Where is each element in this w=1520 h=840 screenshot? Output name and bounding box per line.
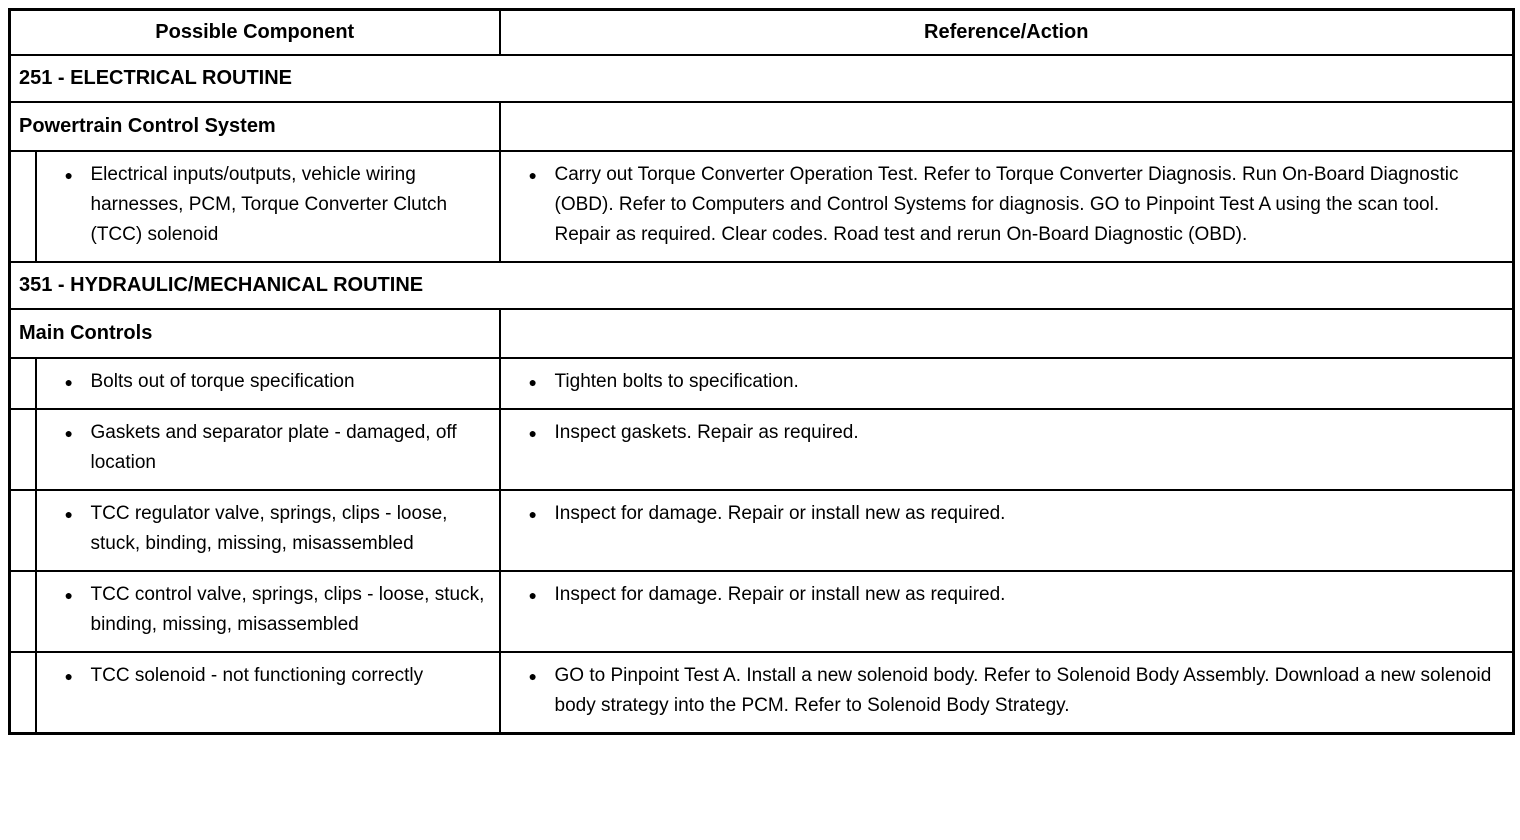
table-header-row bbox=[10, 10, 1514, 56]
action-text: Carry out Torque Converter Operation Test. Refer to Torque Converter Diagnosis. Run On-Board Diagnostic (OBD). Refer to Computers and Control Systems for diagnosis. GO to Pinpoint Test A using the scan tool. Repair as required. Clear codes. Road test and rerun On-Board Diagnostic (OBD). bbox=[554, 164, 1459, 245]
header-possible-component: Possible Component bbox=[10, 10, 500, 56]
table-row bbox=[10, 151, 1514, 262]
bullet-icon bbox=[529, 499, 555, 529]
component-cell bbox=[36, 151, 500, 262]
indent-cell bbox=[10, 571, 36, 652]
bullet-icon bbox=[65, 661, 91, 691]
action-cell bbox=[500, 151, 1514, 262]
bullet-icon bbox=[529, 160, 555, 250]
indent-cell bbox=[10, 490, 36, 571]
bullet-icon bbox=[65, 580, 91, 640]
bullet-icon bbox=[529, 418, 555, 448]
table-row bbox=[10, 490, 1514, 571]
bullet-icon bbox=[65, 367, 91, 397]
component-text: TCC control valve, springs, clips - loose, stuck, binding, missing, misassembled bbox=[90, 584, 485, 635]
subsection-row bbox=[10, 102, 1514, 151]
table-row bbox=[10, 652, 1514, 734]
component-text: Electrical inputs/outputs, vehicle wiring harnesses, PCM, Torque Converter Clutch (TCC) solenoid bbox=[90, 164, 448, 245]
indent-cell bbox=[10, 358, 36, 409]
action-cell bbox=[500, 571, 1514, 652]
action-text: Tighten bolts to specification. bbox=[554, 371, 799, 392]
component-cell bbox=[36, 358, 500, 409]
action-cell bbox=[500, 409, 1514, 490]
component-text: TCC regulator valve, springs, clips - loose, stuck, binding, missing, misassembled bbox=[90, 503, 448, 554]
action-cell bbox=[500, 358, 1514, 409]
action-text: GO to Pinpoint Test A. Install a new solenoid body. Refer to Solenoid Body Assembly. Download a new solenoid body strategy into the PCM. Refer to Solenoid Body Strategy. bbox=[554, 665, 1492, 716]
diagnostic-table bbox=[8, 8, 1515, 735]
empty-cell bbox=[500, 309, 1514, 358]
subsection-title: Main Controls bbox=[10, 309, 500, 358]
component-text: TCC solenoid - not functioning correctly bbox=[90, 665, 424, 686]
component-cell bbox=[36, 652, 500, 734]
section-row bbox=[10, 262, 1514, 309]
header-reference-action: Reference/Action bbox=[500, 10, 1514, 56]
bullet-icon bbox=[65, 418, 91, 478]
bullet-icon bbox=[529, 661, 555, 721]
indent-cell bbox=[10, 151, 36, 262]
bullet-icon bbox=[65, 499, 91, 559]
bullet-icon bbox=[529, 367, 555, 397]
component-cell bbox=[36, 409, 500, 490]
component-text: Bolts out of torque specification bbox=[90, 371, 355, 392]
empty-cell bbox=[500, 102, 1514, 151]
section-row bbox=[10, 55, 1514, 102]
bullet-icon bbox=[65, 160, 91, 250]
component-text: Gaskets and separator plate - damaged, off location bbox=[90, 422, 457, 473]
subsection-row bbox=[10, 309, 1514, 358]
action-text: Inspect for damage. Repair or install new as required. bbox=[554, 503, 1006, 524]
section-title: 251 - ELECTRICAL ROUTINE bbox=[10, 55, 1514, 102]
action-text: Inspect for damage. Repair or install new as required. bbox=[554, 584, 1006, 605]
component-cell bbox=[36, 571, 500, 652]
table-row bbox=[10, 409, 1514, 490]
action-text: Inspect gaskets. Repair as required. bbox=[554, 422, 859, 443]
indent-cell bbox=[10, 652, 36, 734]
action-cell bbox=[500, 652, 1514, 734]
action-cell bbox=[500, 490, 1514, 571]
bullet-icon bbox=[529, 580, 555, 610]
component-cell bbox=[36, 490, 500, 571]
table-row bbox=[10, 358, 1514, 409]
subsection-title: Powertrain Control System bbox=[10, 102, 500, 151]
table-row bbox=[10, 571, 1514, 652]
section-title: 351 - HYDRAULIC/MECHANICAL ROUTINE bbox=[10, 262, 1514, 309]
indent-cell bbox=[10, 409, 36, 490]
